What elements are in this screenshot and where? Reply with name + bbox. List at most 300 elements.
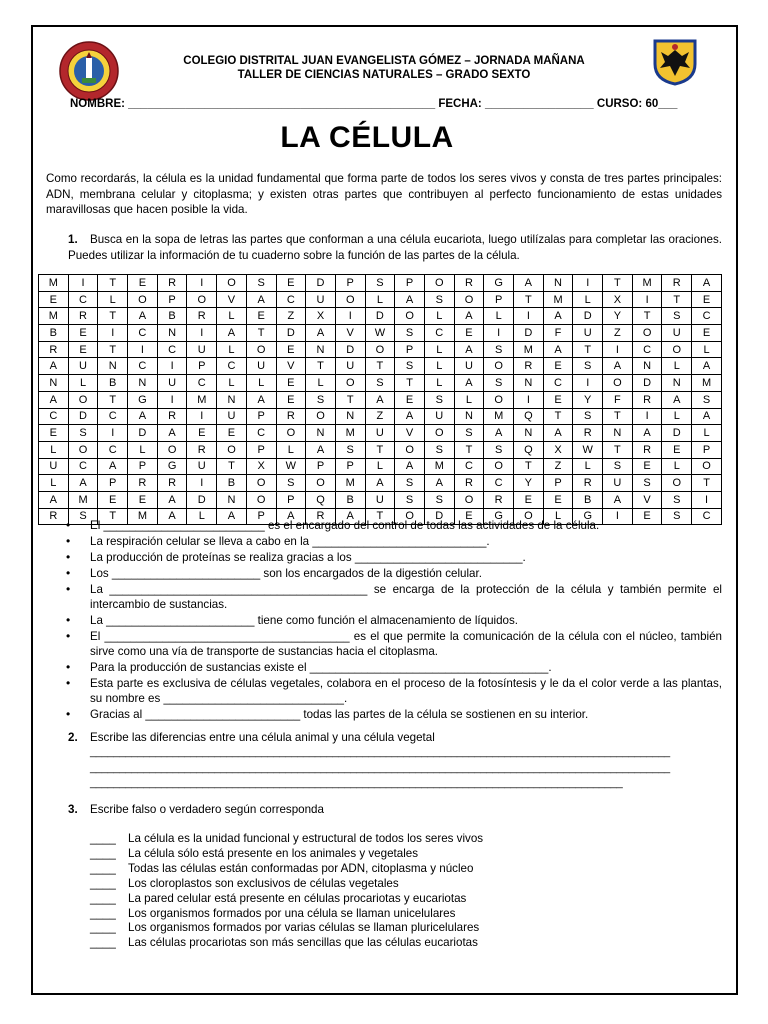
word-search-row	[39, 441, 722, 458]
word-search-cell: S	[395, 491, 425, 508]
word-search-cell: S	[424, 441, 454, 458]
word-search-cell: E	[217, 425, 247, 442]
word-search-row	[39, 475, 722, 492]
word-search-cell: P	[543, 475, 573, 492]
word-search-cell: S	[692, 391, 722, 408]
bullet-item	[66, 660, 722, 675]
word-search-cell: S	[662, 308, 692, 325]
word-search-cell: X	[543, 441, 573, 458]
word-search-cell: E	[692, 291, 722, 308]
word-search-cell: N	[157, 325, 187, 342]
bullet-icon: •	[66, 613, 71, 627]
word-search-cell: B	[157, 308, 187, 325]
word-search-cell: C	[246, 425, 276, 442]
word-search-cell: M	[543, 291, 573, 308]
word-search-cell: E	[454, 325, 484, 342]
true-false-item	[90, 936, 483, 951]
word-search-cell: O	[395, 308, 425, 325]
word-search-cell: M	[39, 308, 69, 325]
word-search-row	[39, 375, 722, 392]
word-search-cell: O	[246, 491, 276, 508]
word-search-cell: N	[543, 275, 573, 292]
word-search-cell: O	[424, 275, 454, 292]
bullet-item	[66, 676, 722, 706]
word-search-row	[39, 341, 722, 358]
word-search-cell: C	[543, 375, 573, 392]
word-search-cell: T	[246, 325, 276, 342]
question-3-text: Escribe falso o verdadero según corresponda	[90, 803, 324, 816]
word-search-cell: E	[276, 391, 306, 408]
word-search-cell: L	[98, 291, 128, 308]
word-search-cell: U	[454, 358, 484, 375]
word-search-cell: R	[306, 508, 336, 525]
word-search-cell: D	[632, 375, 662, 392]
word-search-cell: U	[246, 358, 276, 375]
word-search-cell: I	[514, 391, 544, 408]
statement-text: Las células procariotas son más sencillas que las células eucariotas	[128, 936, 478, 950]
word-search-cell: L	[276, 441, 306, 458]
word-search-cell: U	[306, 291, 336, 308]
word-search-cell: A	[514, 275, 544, 292]
word-search-cell: C	[692, 508, 722, 525]
bullet-item	[66, 566, 722, 581]
word-search-row	[39, 358, 722, 375]
word-search-cell: T	[692, 475, 722, 492]
word-search-cell: U	[39, 458, 69, 475]
bullet-text: Para la producción de sustancias existe el _____________________________________.	[90, 661, 552, 674]
word-search-cell: X	[306, 308, 336, 325]
word-search-cell: I	[187, 275, 217, 292]
word-search-cell: Q	[306, 491, 336, 508]
word-search-cell: I	[187, 475, 217, 492]
word-search-cell: Z	[276, 308, 306, 325]
word-search-cell: L	[246, 375, 276, 392]
word-search-cell: A	[217, 325, 247, 342]
word-search-cell: S	[335, 441, 365, 458]
question-2-number: 2.	[68, 731, 78, 744]
word-search-cell: P	[246, 441, 276, 458]
word-search-cell: R	[632, 391, 662, 408]
word-search-cell: I	[603, 341, 633, 358]
statement-text: Todas las células están conformadas por ADN, citoplasma y núcleo	[128, 861, 474, 875]
word-search-cell: W	[365, 325, 395, 342]
intro-paragraph: Como recordarás, la célula es la unidad fundamental que forma parte de todos los seres vivos y consta de tres partes principales: ADN, membrana celular y citoplasma; y existen otras partes que contribuyen al perfecto funcionamiento de estas unidades maravillosas que hacen posible la vida.	[46, 172, 722, 216]
word-search-cell: S	[276, 475, 306, 492]
word-search-cell: G	[484, 508, 514, 525]
bullet-icon: •	[66, 582, 71, 596]
word-search-cell: U	[157, 375, 187, 392]
word-search-cell: O	[514, 508, 544, 525]
word-search-cell: L	[217, 341, 247, 358]
answer-lines	[90, 745, 670, 792]
word-search-cell: C	[632, 341, 662, 358]
word-search-cell: T	[306, 358, 336, 375]
word-search-cell: S	[632, 475, 662, 492]
word-search-cell: S	[395, 325, 425, 342]
word-search-cell: C	[454, 458, 484, 475]
bullet-text: Gracias al ________________________ todas las partes de la célula se sostienen en su interior.	[90, 708, 589, 721]
word-search-cell: E	[187, 425, 217, 442]
true-false-item	[90, 892, 483, 907]
word-search-cell: P	[246, 508, 276, 525]
word-search-cell: T	[514, 458, 544, 475]
word-search-cell: M	[692, 375, 722, 392]
word-search-cell: Q	[514, 441, 544, 458]
word-search-cell: L	[692, 341, 722, 358]
word-search-cell: D	[662, 425, 692, 442]
word-search-cell: E	[543, 491, 573, 508]
word-search-cell: L	[68, 375, 98, 392]
word-search-cell: O	[484, 391, 514, 408]
word-search-row	[39, 325, 722, 342]
word-search-row	[39, 458, 722, 475]
word-search-cell: U	[603, 475, 633, 492]
word-search-cell: Z	[543, 458, 573, 475]
word-search-cell: E	[454, 508, 484, 525]
answer-blank: ____	[90, 936, 116, 950]
word-search-cell: C	[424, 325, 454, 342]
word-search-cell: A	[543, 308, 573, 325]
word-search-cell: O	[128, 291, 158, 308]
word-search-cell: R	[157, 475, 187, 492]
word-search-cell: I	[573, 375, 603, 392]
word-search-cell: A	[632, 425, 662, 442]
word-search-cell: T	[98, 508, 128, 525]
word-search-row	[39, 291, 722, 308]
word-search-cell: C	[68, 458, 98, 475]
word-search-cell: E	[543, 391, 573, 408]
word-search-cell: P	[395, 275, 425, 292]
word-search-cell: L	[424, 358, 454, 375]
word-search-cell: L	[454, 391, 484, 408]
word-search-cell: S	[424, 491, 454, 508]
question-2-text: Escribe las diferencias entre una célula animal y una célula vegetal	[90, 731, 435, 744]
word-search-cell: G	[573, 508, 603, 525]
word-search-cell: U	[217, 408, 247, 425]
word-search-cell: U	[335, 358, 365, 375]
word-search-cell: T	[454, 441, 484, 458]
word-search-cell: A	[454, 308, 484, 325]
word-search-cell: S	[306, 391, 336, 408]
word-search-cell: L	[39, 475, 69, 492]
bullet-text: Los _______________________ son los encargados de la digestión celular.	[90, 567, 482, 580]
bullet-icon: •	[66, 534, 71, 548]
word-search-cell: T	[217, 458, 247, 475]
word-search-cell: A	[128, 408, 158, 425]
word-search-cell: A	[39, 391, 69, 408]
question-3	[68, 803, 324, 816]
word-search-cell: M	[484, 408, 514, 425]
word-search-cell: L	[424, 341, 454, 358]
true-false-list	[90, 832, 483, 951]
bullet-item	[66, 534, 722, 549]
bullet-text: La producción de proteínas se realiza gracias a los __________________________.	[90, 551, 526, 564]
answer-blank: ____	[90, 921, 116, 935]
student-info-line: NOMBRE: ________________________________________________ FECHA: _________________ CURSO: 60___	[70, 98, 678, 110]
word-search-cell: C	[276, 291, 306, 308]
word-search-cell: T	[335, 391, 365, 408]
word-search-cell: R	[128, 475, 158, 492]
word-search-cell: A	[662, 391, 692, 408]
word-search-cell: O	[306, 475, 336, 492]
word-search-cell: G	[128, 391, 158, 408]
word-search-cell: A	[484, 425, 514, 442]
word-search-cell: X	[603, 291, 633, 308]
word-search-grid	[38, 274, 722, 525]
word-search-cell: L	[187, 508, 217, 525]
word-search-cell: L	[217, 375, 247, 392]
word-search-cell: I	[157, 358, 187, 375]
word-search-cell: M	[335, 425, 365, 442]
word-search-cell: L	[662, 458, 692, 475]
word-search-cell: O	[454, 291, 484, 308]
word-search-cell: S	[573, 408, 603, 425]
true-false-item	[90, 921, 483, 936]
word-search-cell: C	[692, 308, 722, 325]
word-search-cell: S	[484, 441, 514, 458]
word-search-cell: S	[395, 358, 425, 375]
bullet-icon: •	[66, 550, 71, 564]
statement-text: La célula es la unidad funcional y estructural de todos los seres vivos	[128, 832, 484, 845]
word-search-cell: O	[454, 491, 484, 508]
statement-text: Los cloroplastos son exclusivos de células vegetales	[128, 876, 399, 890]
word-search-cell: O	[246, 341, 276, 358]
word-search-cell: T	[543, 408, 573, 425]
bullet-icon: •	[66, 629, 71, 643]
bullet-item	[66, 582, 722, 612]
word-search-cell: E	[276, 375, 306, 392]
school-name: COLEGIO DISTRITAL JUAN EVANGELISTA GÓMEZ – JORNADA MAÑANA	[183, 55, 585, 67]
word-search-cell: S	[573, 358, 603, 375]
word-search-cell: R	[39, 341, 69, 358]
word-search-cell: D	[365, 308, 395, 325]
word-search-row	[39, 491, 722, 508]
word-search-cell: E	[692, 325, 722, 342]
word-search-cell: T	[632, 308, 662, 325]
word-search-cell: M	[335, 475, 365, 492]
word-search-cell: L	[365, 291, 395, 308]
word-search-cell: I	[692, 491, 722, 508]
word-search-cell: S	[246, 275, 276, 292]
word-search-cell: L	[573, 458, 603, 475]
word-search-cell: O	[306, 408, 336, 425]
word-search-cell: R	[454, 475, 484, 492]
word-search-cell: D	[187, 491, 217, 508]
word-search-cell: N	[335, 408, 365, 425]
word-search-row	[39, 425, 722, 442]
word-search-cell: T	[395, 375, 425, 392]
word-search-cell: A	[395, 291, 425, 308]
word-search-cell: E	[98, 491, 128, 508]
answer-blank: ____	[90, 832, 116, 845]
word-search-cell: A	[454, 375, 484, 392]
word-search-cell: O	[276, 425, 306, 442]
question-2	[68, 731, 435, 744]
word-search-cell: A	[454, 341, 484, 358]
answer-blank: ____	[90, 891, 116, 905]
word-search-cell: E	[662, 441, 692, 458]
word-search-cell: P	[335, 458, 365, 475]
word-search-cell: R	[662, 275, 692, 292]
word-search-cell: R	[157, 408, 187, 425]
word-search-cell: V	[335, 325, 365, 342]
word-search-cell: R	[573, 425, 603, 442]
statement-text: La pared celular está presente en células procariotas y eucariotas	[128, 891, 467, 905]
bullet-text: Esta parte es exclusiva de células vegetales, colabora en el proceso de la fotosíntesis y le da el color verde a las plantas, su nombre es ____________________________.	[90, 677, 722, 705]
word-search-cell: S	[603, 458, 633, 475]
word-search-cell: P	[157, 291, 187, 308]
word-search-cell: M	[424, 458, 454, 475]
word-search-cell: U	[187, 341, 217, 358]
word-search-cell: N	[662, 375, 692, 392]
word-search-cell: O	[484, 358, 514, 375]
word-search-cell: A	[157, 491, 187, 508]
word-search-cell: A	[603, 491, 633, 508]
word-search-cell: F	[603, 391, 633, 408]
word-search-cell: D	[128, 425, 158, 442]
word-search-cell: A	[692, 275, 722, 292]
word-search-cell: A	[128, 308, 158, 325]
bullet-item	[66, 518, 722, 533]
word-search-cell: A	[543, 341, 573, 358]
word-search-cell: A	[603, 358, 633, 375]
word-search-cell: D	[276, 325, 306, 342]
question-1-text: Busca en la sopa de letras las partes que conforman a una célula eucariota, luego utilízalas para completar las oraciones. Puedes utilizar la información de tu cuaderno sobre la función de las partes de la célula.	[68, 233, 722, 262]
word-search-cell: R	[157, 275, 187, 292]
word-search-cell: E	[246, 308, 276, 325]
word-search-cell: C	[157, 341, 187, 358]
word-search-cell: M	[632, 275, 662, 292]
word-search-cell: A	[692, 408, 722, 425]
word-search-cell: L	[306, 375, 336, 392]
word-search-cell: A	[98, 458, 128, 475]
word-search-cell: A	[246, 291, 276, 308]
workshop-name: TALLER DE CIENCIAS NATURALES – GRADO SEXTO	[237, 69, 531, 81]
word-search-cell: U	[662, 325, 692, 342]
word-search-cell: A	[68, 475, 98, 492]
word-search-cell: S	[365, 275, 395, 292]
answer-line: __________________________________________________________________________________________________	[90, 746, 670, 758]
bullet-item	[66, 613, 722, 628]
word-search-cell: E	[632, 508, 662, 525]
word-search-cell: O	[603, 375, 633, 392]
word-search-cell: O	[662, 475, 692, 492]
word-search-cell: R	[276, 408, 306, 425]
word-search-cell: D	[424, 508, 454, 525]
word-search-cell: A	[365, 475, 395, 492]
word-search-cell: T	[365, 358, 395, 375]
statement-text: Los organismos formados por una célula se llaman unicelulares	[128, 906, 456, 920]
word-search-cell: N	[514, 425, 544, 442]
word-search-cell: C	[128, 325, 158, 342]
word-search-cell: M	[514, 341, 544, 358]
word-search-row	[39, 391, 722, 408]
word-search-cell: N	[454, 408, 484, 425]
word-search-cell: R	[454, 275, 484, 292]
word-search-cell: A	[246, 391, 276, 408]
answer-blank: ____	[90, 846, 116, 860]
word-search-cell: A	[424, 475, 454, 492]
word-search-cell: T	[514, 291, 544, 308]
word-search-cell: I	[514, 308, 544, 325]
word-search-cell: C	[68, 291, 98, 308]
word-search-cell: L	[543, 508, 573, 525]
word-search-cell: L	[662, 358, 692, 375]
word-search-cell: R	[187, 308, 217, 325]
word-search-cell: N	[603, 425, 633, 442]
word-search-cell: M	[128, 508, 158, 525]
word-search-cell: L	[365, 458, 395, 475]
word-search-cell: Z	[365, 408, 395, 425]
word-search-cell: I	[128, 341, 158, 358]
word-search-cell: U	[187, 458, 217, 475]
word-search-cell: T	[603, 275, 633, 292]
question-3-number: 3.	[68, 803, 78, 816]
word-search-cell: I	[632, 291, 662, 308]
bullet-text: La respiración celular se lleva a cabo en la ___________________________.	[90, 535, 490, 548]
word-search-cell: E	[276, 275, 306, 292]
word-search-cell: I	[98, 425, 128, 442]
word-search-cell: N	[217, 491, 247, 508]
word-search-cell: E	[514, 491, 544, 508]
word-search-cell: A	[692, 358, 722, 375]
word-search-row	[39, 408, 722, 425]
word-search-cell: U	[365, 491, 395, 508]
bullet-icon: •	[66, 707, 71, 721]
answer-line: __________________________________________________________________________________________________	[90, 761, 670, 774]
word-search-cell: A	[157, 425, 187, 442]
word-search-cell: G	[157, 458, 187, 475]
word-search-cell: E	[543, 358, 573, 375]
word-search-cell: R	[632, 441, 662, 458]
word-search-cell: P	[395, 341, 425, 358]
word-search-cell: L	[39, 441, 69, 458]
word-search-cell: L	[484, 308, 514, 325]
true-false-item	[90, 847, 483, 862]
bullet-text: El ______________________________________ es el que permite la comunicación de la célula con el núcleo, también sirve como una vía de transporte de sustancias hacia el citoplasma.	[90, 630, 722, 658]
fill-in-bullet-list	[66, 518, 722, 723]
word-search-cell: A	[335, 508, 365, 525]
word-search-cell: C	[217, 358, 247, 375]
word-search-cell: O	[692, 458, 722, 475]
true-false-item	[90, 832, 483, 847]
word-search-cell: O	[395, 508, 425, 525]
word-search-cell: N	[306, 341, 336, 358]
word-search-cell: T	[603, 408, 633, 425]
word-search-cell: S	[454, 425, 484, 442]
word-search-cell: E	[39, 425, 69, 442]
word-search-cell: I	[157, 391, 187, 408]
word-search-cell: P	[692, 441, 722, 458]
word-search-cell: P	[335, 275, 365, 292]
word-search-cell: A	[39, 358, 69, 375]
word-search-cell: A	[39, 491, 69, 508]
word-search-cell: I	[98, 325, 128, 342]
word-search-cell: R	[484, 491, 514, 508]
question-1-number: 1.	[68, 233, 78, 246]
word-search-cell: Y	[514, 475, 544, 492]
word-search-cell: C	[484, 475, 514, 492]
word-search-cell: O	[484, 458, 514, 475]
word-search-cell: E	[68, 341, 98, 358]
word-search-cell: G	[484, 275, 514, 292]
bullet-text: La ________________________________________ se encarga de la protección de la célula y también permite el intercambio de sustancias.	[90, 583, 722, 611]
word-search-cell: I	[335, 308, 365, 325]
word-search-cell: B	[98, 375, 128, 392]
word-search-cell: D	[573, 308, 603, 325]
bullet-text: El _________________________ es el encargado del control de todas las actividades de la célula.	[90, 519, 600, 532]
word-search-cell: V	[632, 491, 662, 508]
